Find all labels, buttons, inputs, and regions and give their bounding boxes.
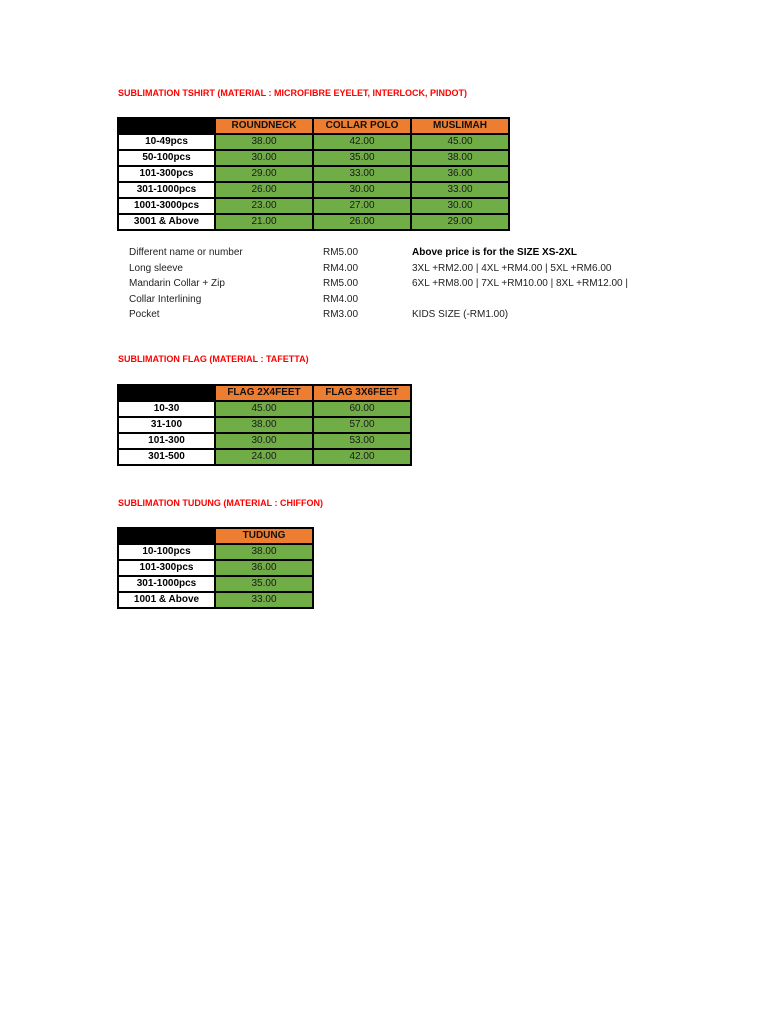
price-cell: 45.00 <box>215 401 313 417</box>
size-surcharge-note: 3XL +RM2.00 | 4XL +RM4.00 | 5XL +RM6.00 <box>412 262 612 274</box>
table-row <box>118 560 313 576</box>
price-cell: 24.00 <box>215 449 313 465</box>
extra-price: RM3.00 <box>323 309 359 320</box>
size-surcharge-note: 6XL +RM8.00 | 7XL +RM10.00 | 8XL +RM12.00 | <box>412 278 628 289</box>
table-row <box>118 182 509 198</box>
table-header-row <box>118 385 411 401</box>
tshirt-section-title: SUBLIMATION TSHIRT (MATERIAL : MICROFIBRE EYELET, INTERLOCK, PINDOT) <box>118 88 467 98</box>
header-corner-cell <box>118 528 215 544</box>
column-header-flag-3x6: FLAG 3X6FEET <box>313 385 411 401</box>
price-cell: 35.00 <box>313 150 411 166</box>
price-cell: 45.00 <box>411 134 509 150</box>
quantity-cell: 301-1000pcs <box>118 182 215 198</box>
price-cell: 21.00 <box>215 214 313 230</box>
price-cell: 57.00 <box>313 417 411 433</box>
price-cell: 60.00 <box>313 401 411 417</box>
price-cell: 36.00 <box>215 560 313 576</box>
quantity-cell: 10-30 <box>118 401 215 417</box>
quantity-cell: 31-100 <box>118 417 215 433</box>
price-cell: 36.00 <box>411 166 509 182</box>
price-cell: 38.00 <box>215 544 313 560</box>
quantity-cell: 10-49pcs <box>118 134 215 150</box>
price-cell: 30.00 <box>215 433 313 449</box>
table-row <box>118 433 411 449</box>
quantity-cell: 10-100pcs <box>118 544 215 560</box>
price-cell: 33.00 <box>411 182 509 198</box>
table-row <box>118 150 509 166</box>
price-cell: 38.00 <box>215 417 313 433</box>
column-header-roundneck: ROUNDNECK <box>215 118 313 134</box>
table-header-row <box>118 118 509 134</box>
quantity-cell: 301-500 <box>118 449 215 465</box>
tudung-price-table <box>117 527 314 609</box>
price-cell: 30.00 <box>411 198 509 214</box>
extra-price: RM5.00 <box>323 247 359 258</box>
price-cell: 23.00 <box>215 198 313 214</box>
price-cell: 26.00 <box>313 214 411 230</box>
table-row <box>118 166 509 182</box>
size-range-note: Above price is for the SIZE XS-2XL <box>412 247 578 258</box>
kids-size-note: KIDS SIZE (-RM1.00) <box>412 309 509 320</box>
extra-label: Different name or number <box>129 247 243 258</box>
price-cell: 30.00 <box>313 182 411 198</box>
price-cell: 27.00 <box>313 198 411 214</box>
quantity-cell: 101-300pcs <box>118 560 215 576</box>
table-row <box>118 198 509 214</box>
quantity-cell: 101-300pcs <box>118 166 215 182</box>
extras-list <box>0 245 768 323</box>
price-cell: 42.00 <box>313 134 411 150</box>
column-header-muslimah: MUSLIMAH <box>411 118 509 134</box>
table-row <box>118 576 313 592</box>
price-cell: 35.00 <box>215 576 313 592</box>
price-cell: 26.00 <box>215 182 313 198</box>
price-cell: 29.00 <box>411 214 509 230</box>
extras-row <box>0 261 768 277</box>
table-row <box>118 449 411 465</box>
price-cell: 30.00 <box>215 150 313 166</box>
extra-price: RM4.00 <box>323 262 359 274</box>
tshirt-price-table <box>117 117 510 231</box>
table-row <box>118 214 509 230</box>
extras-row <box>0 245 768 261</box>
table-row <box>118 544 313 560</box>
table-row <box>118 592 313 608</box>
header-corner-cell <box>118 385 215 401</box>
price-cell: 38.00 <box>411 150 509 166</box>
table-row <box>118 417 411 433</box>
price-cell: 29.00 <box>215 166 313 182</box>
quantity-cell: 301-1000pcs <box>118 576 215 592</box>
column-header-tudung: TUDUNG <box>215 528 313 544</box>
table-header-row <box>118 528 313 544</box>
table-row <box>118 134 509 150</box>
extra-price: RM5.00 <box>323 278 359 289</box>
extras-row <box>0 276 768 292</box>
quantity-cell: 1001-3000pcs <box>118 198 215 214</box>
price-cell: 53.00 <box>313 433 411 449</box>
price-cell: 33.00 <box>313 166 411 182</box>
quantity-cell: 3001 & Above <box>118 214 215 230</box>
tudung-section-title: SUBLIMATION TUDUNG (MATERIAL : CHIFFON) <box>118 498 323 508</box>
column-header-flag-2x4: FLAG 2X4FEET <box>215 385 313 401</box>
extra-label: Long sleeve <box>129 262 183 274</box>
quantity-cell: 101-300 <box>118 433 215 449</box>
price-cell: 38.00 <box>215 134 313 150</box>
extra-label: Pocket <box>129 309 160 320</box>
extra-label: Mandarin Collar + Zip <box>129 278 225 289</box>
header-corner-cell <box>118 118 215 134</box>
extra-price: RM4.00 <box>323 293 359 305</box>
extra-label: Collar Interlining <box>129 293 202 305</box>
column-header-collar-polo: COLLAR POLO <box>313 118 411 134</box>
quantity-cell: 50-100pcs <box>118 150 215 166</box>
extras-row <box>0 292 768 308</box>
extras-row <box>0 307 768 323</box>
quantity-cell: 1001 & Above <box>118 592 215 608</box>
price-cell: 42.00 <box>313 449 411 465</box>
flag-section-title: SUBLIMATION FLAG (MATERIAL : TAFETTA) <box>118 354 309 364</box>
flag-price-table <box>117 384 412 466</box>
table-row <box>118 401 411 417</box>
price-cell: 33.00 <box>215 592 313 608</box>
